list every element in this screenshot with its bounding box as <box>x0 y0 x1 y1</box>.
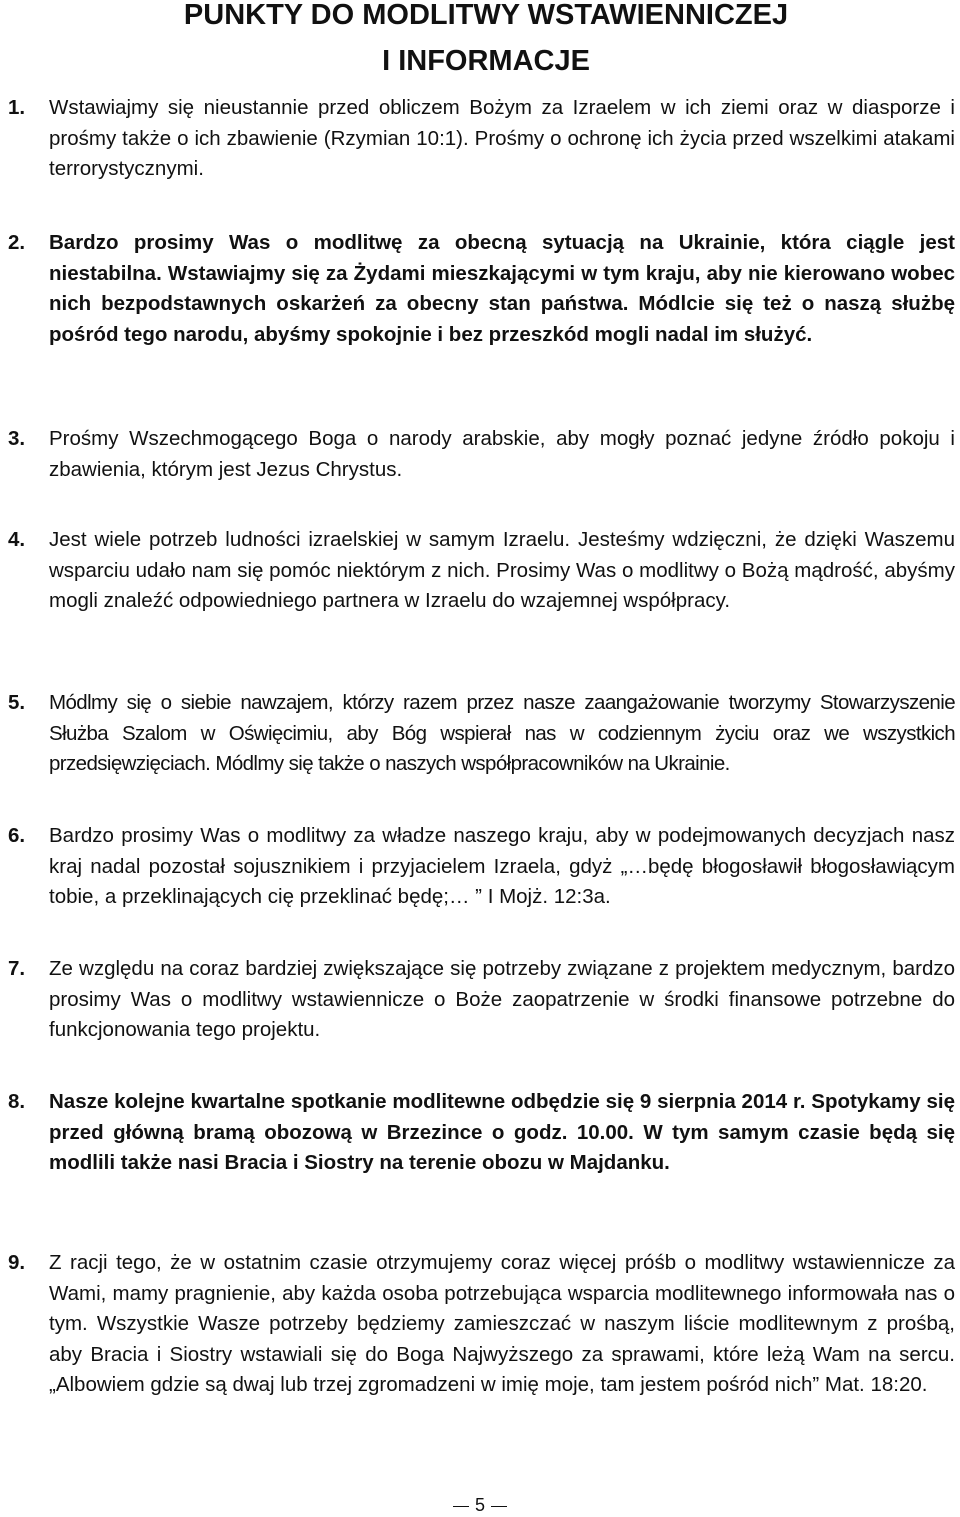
page-footer <box>0 1494 960 1516</box>
item-number: 7. <box>8 957 26 980</box>
item-number: 9. <box>8 1251 26 1274</box>
item-text: Prośmy Wszechmogącego Boga o narody arabskie, aby mogły poznać jedyne źródło pokoju i zbawienia, którym jest Jezus Chrystus. <box>49 427 955 481</box>
page-number: 5 <box>474 1495 485 1515</box>
item-number: 8. <box>8 1090 26 1113</box>
item-text: Nasze kolejne kwartalne spotkanie modlitewne odbędzie się 9 sierpnia 2014 r. Spotykamy się przed główną bramą obozową w Brzezince o godz. 10.00. W tym samym czasie będą się modlili także nasi Bracia i Siostry na terenie obozu w Majdanku. <box>49 1090 955 1174</box>
item-text: Bardzo prosimy Was o modlitwę za obecną sytuacją na Ukrainie, która ciągle jest niestabilna. Wstawiajmy się za Żydami mieszkającymi w tym kraju, aby nie kierowano wobec nich bezpodstawnych oskarżeń za obecny stan państwa. Módlcie się też o naszą służbę pośród tego narodu, abyśmy spokojnie i bez przeszkód mogli nadal im służyć. <box>49 231 955 346</box>
footer-dash-left <box>453 1506 469 1508</box>
item-text: Ze względu na coraz bardziej zwiększające się potrzeby związane z projektem medycznym, bardzo prosimy Was o modlitwy wstawiennicze o Boże zaopatrzenie w środki finansowe potrzebne do funkcjonowania tego projektu. <box>49 957 955 1041</box>
item-text: Jest wiele potrzeb ludności izraelskiej w samym Izraelu. Jesteśmy wdzięczni, że dzięki Waszemu wsparciu udało nam się pomóc niektórym z nich. Prosimy Was o modlitwy o Bożą mądrość, abyśmy mogli znaleźć odpowiedniego partnera w Izraelu do wzajemnej współpracy. <box>49 528 955 612</box>
item-text: Bardzo prosimy Was o modlitwy za władze naszego kraju, aby w podejmowanych decyzjach nasz kraj nadal pozostał sojusznikiem i przyjacielem Izraela, gdyż „…będę błogosławił błogosławiącym tobie, a przeklinających cię przeklinać będę;… ” I Mojż. 12:3a. <box>49 824 955 908</box>
item-number: 1. <box>8 96 26 119</box>
item-text: Z racji tego, że w ostatnim czasie otrzymujemy coraz więcej próśb o modlitwy wstawiennicze za Wami, mamy pragnienie, aby każda osoba potrzebująca wsparcia modlitewnego informowała nas o tym. Wszystkie Wasze potrzeby będziemy zamieszczać w naszym liście modlitewnym z prośbą, aby Bracia i Siostry wstawiali się do Boga Najwyższego za sprawami, które leżą Wam na sercu. „Albowiem gdzie są dwaj lub trzej zgromadzeni w imię moje, tam jestem pośród nich” Mat. 18:20. <box>49 1251 955 1396</box>
item-number: 3. <box>8 427 26 450</box>
item-number: 5. <box>8 691 26 714</box>
item-text: Módlmy się o siebie nawzajem, którzy razem przez nasze zaangażowanie tworzymy Stowarzyszenie Służba Szalom w Oświęcimiu, aby Bóg wspierał nas w codziennym życiu oraz we wszystkich przedsięwzięciach. Módlmy się także o naszych współpracowników na Ukrainie. <box>49 691 955 775</box>
item-number: 2. <box>8 231 26 254</box>
item-text: Wstawiajmy się nieustannie przed obliczem Bożym za Izraelem w ich ziemi oraz w diasporze i prośmy także o ich zbawienie (Rzymian 10:1). Prośmy o ochronę ich życia przed wszelkimi atakami terrorystycznymi. <box>49 96 955 180</box>
item-number: 4. <box>8 528 26 551</box>
page-subtitle: I INFORMACJE <box>382 45 590 77</box>
footer-dash-right <box>491 1506 507 1508</box>
page-title: PUNKTY DO MODLITWY WSTAWIENNICZEJ <box>183 0 789 31</box>
item-number: 6. <box>8 824 26 847</box>
